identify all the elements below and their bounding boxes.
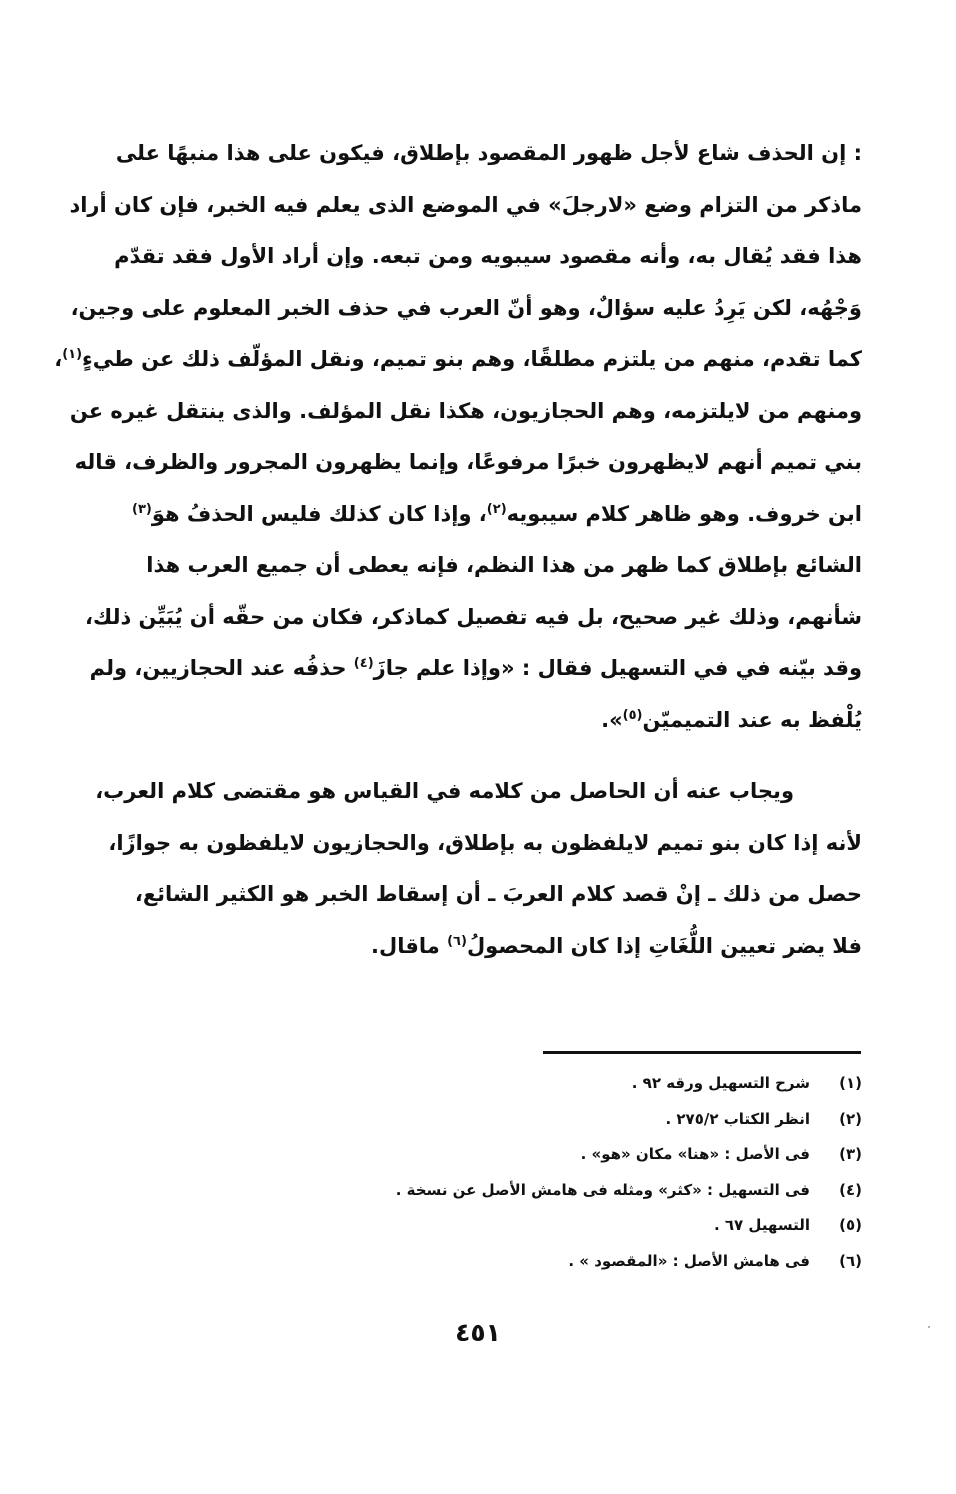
text-line: بني تميم أنهم لايظهرون خبرًا مرفوعًا، وإنما يظهرون المجرور والظرف، قاله — [74, 450, 862, 474]
footnote-number: (٥) — [839, 1216, 862, 1234]
text-line: شأنهم، وذلك غير صحيح، بل فيه تفصيل كماذكر، فكان من حقّه أن يُبَيِّن ذلك، — [85, 604, 862, 629]
footnote-text: انظر الكتاب ٢٧٥/٢ . — [665, 1109, 810, 1128]
text-segment: ». — [601, 707, 623, 732]
text-line: هذا فقد يُقال به، وأنه مقصود سيبويه ومن تبعه. وإن أراد الأول فقد تقدّم — [114, 244, 862, 268]
footnote-ref-2: (٢) — [486, 501, 507, 517]
text-line: ويجاب عنه أن الحاصل من كلامه في القياس هو مقتضى كلام العرب، — [95, 779, 794, 803]
text-segment: ابن خروف. وهو ظاهر كلام سيبويه — [506, 501, 862, 526]
text-line: وَجْهُه، لكن يَرِدُ عليه سؤالٌ، وهو أنّ العرب في حذف الخبر المعلوم على وجين، — [70, 295, 862, 320]
text-line: ماذكر من التزام وضع «لارجلَ» في الموضع الذى يعلم فيه الخبر، فإن كان أراد — [69, 192, 862, 217]
text-line: : إن الحذف شاع لأجل ظهور المقصود بإطلاق، فيكون على هذا منبهًا على — [115, 141, 862, 165]
text-line: لأنه إذا كان بنو تميم لايلفظون به بإطلاق، والحجازيون لايلفظون به جوازًا، — [108, 830, 862, 855]
text-line — [128, 695, 862, 747]
footnote-item — [300, 1244, 862, 1280]
text-segment: ، وإذا كان كذلك فليس الحذفُ هوَ — [151, 501, 487, 526]
scan-speck — [928, 1326, 930, 1328]
footnote-item — [300, 1102, 862, 1138]
page-number: ٤٥١ — [455, 1318, 501, 1347]
text-segment: حذفُه عند الحجازيين، ولم — [89, 656, 354, 680]
text-line — [89, 643, 862, 695]
footnote-item — [300, 1066, 862, 1102]
text-line — [54, 334, 862, 386]
text-line: ومنهم من لايلتزمه، وهم الحجازيون، هكذا نقل المؤلف. والذى ينتقل غيره عن — [69, 398, 862, 423]
footnote-text: فى الأصل : «هنا» مكان «هو» . — [580, 1145, 810, 1163]
footnote-item — [300, 1208, 862, 1244]
footnote-ref-4: (٤) — [353, 656, 374, 671]
footnote-ref-3: (٣) — [132, 501, 152, 517]
footnote-number: (١) — [839, 1074, 862, 1092]
text-segment: ماقال. — [371, 933, 448, 958]
footnotes — [300, 1066, 862, 1279]
footnote-item — [300, 1173, 862, 1209]
footnote-number: (٤) — [839, 1180, 862, 1199]
footnote-item — [300, 1137, 862, 1173]
text-segment: ، — [54, 347, 63, 371]
text-line — [128, 921, 862, 973]
paragraph-gap — [128, 746, 862, 766]
footnote-number: (٢) — [839, 1109, 862, 1128]
main-text — [54, 128, 862, 972]
text-line: الشائع بإطلاق كما ظهر من هذا النظم، فإنه يعطى أن جميع العرب هذا — [146, 553, 862, 577]
footnote-text: فى التسهيل : «كثر» ومثله فى هامش الأصل عن نسخة . — [395, 1180, 810, 1199]
footnote-number: (٦) — [839, 1251, 862, 1270]
footnote-number: (٣) — [839, 1145, 862, 1163]
footnote-text: فى هامش الأصل : «المقصود » . — [568, 1251, 810, 1270]
footnote-ref-5: (٥) — [622, 707, 643, 723]
text-line: حصل من ذلك ـ إنْ قصد كلام العربَ ـ أن إسقاط الخبر هو الكثير الشائع، — [134, 882, 862, 906]
footnote-text: التسهيل ٦٧ . — [713, 1216, 810, 1234]
text-segment: وقد بيّنه في في التسهيل فقال : «وإذا علم جازَ — [373, 656, 862, 680]
text-segment: كما تقدم، منهم من يلتزم مطلقًا، وهم بنو تميم، ونقل المؤلّف ذلك عن طيءٍ — [82, 347, 862, 371]
footnote-ref-6: (٦) — [447, 933, 467, 949]
footnote-separator — [543, 1051, 861, 1054]
footnote-ref-1: (١) — [62, 347, 83, 362]
footnote-text: شرح التسهيل ورقه ٩٢ . — [631, 1074, 810, 1092]
text-segment: فلا يضر تعيين اللُّغَاتِ إذا كان المحصولُ — [466, 933, 862, 958]
text-segment: يُلْفظ به عند التميميّن — [642, 707, 862, 732]
text-line — [128, 489, 862, 541]
